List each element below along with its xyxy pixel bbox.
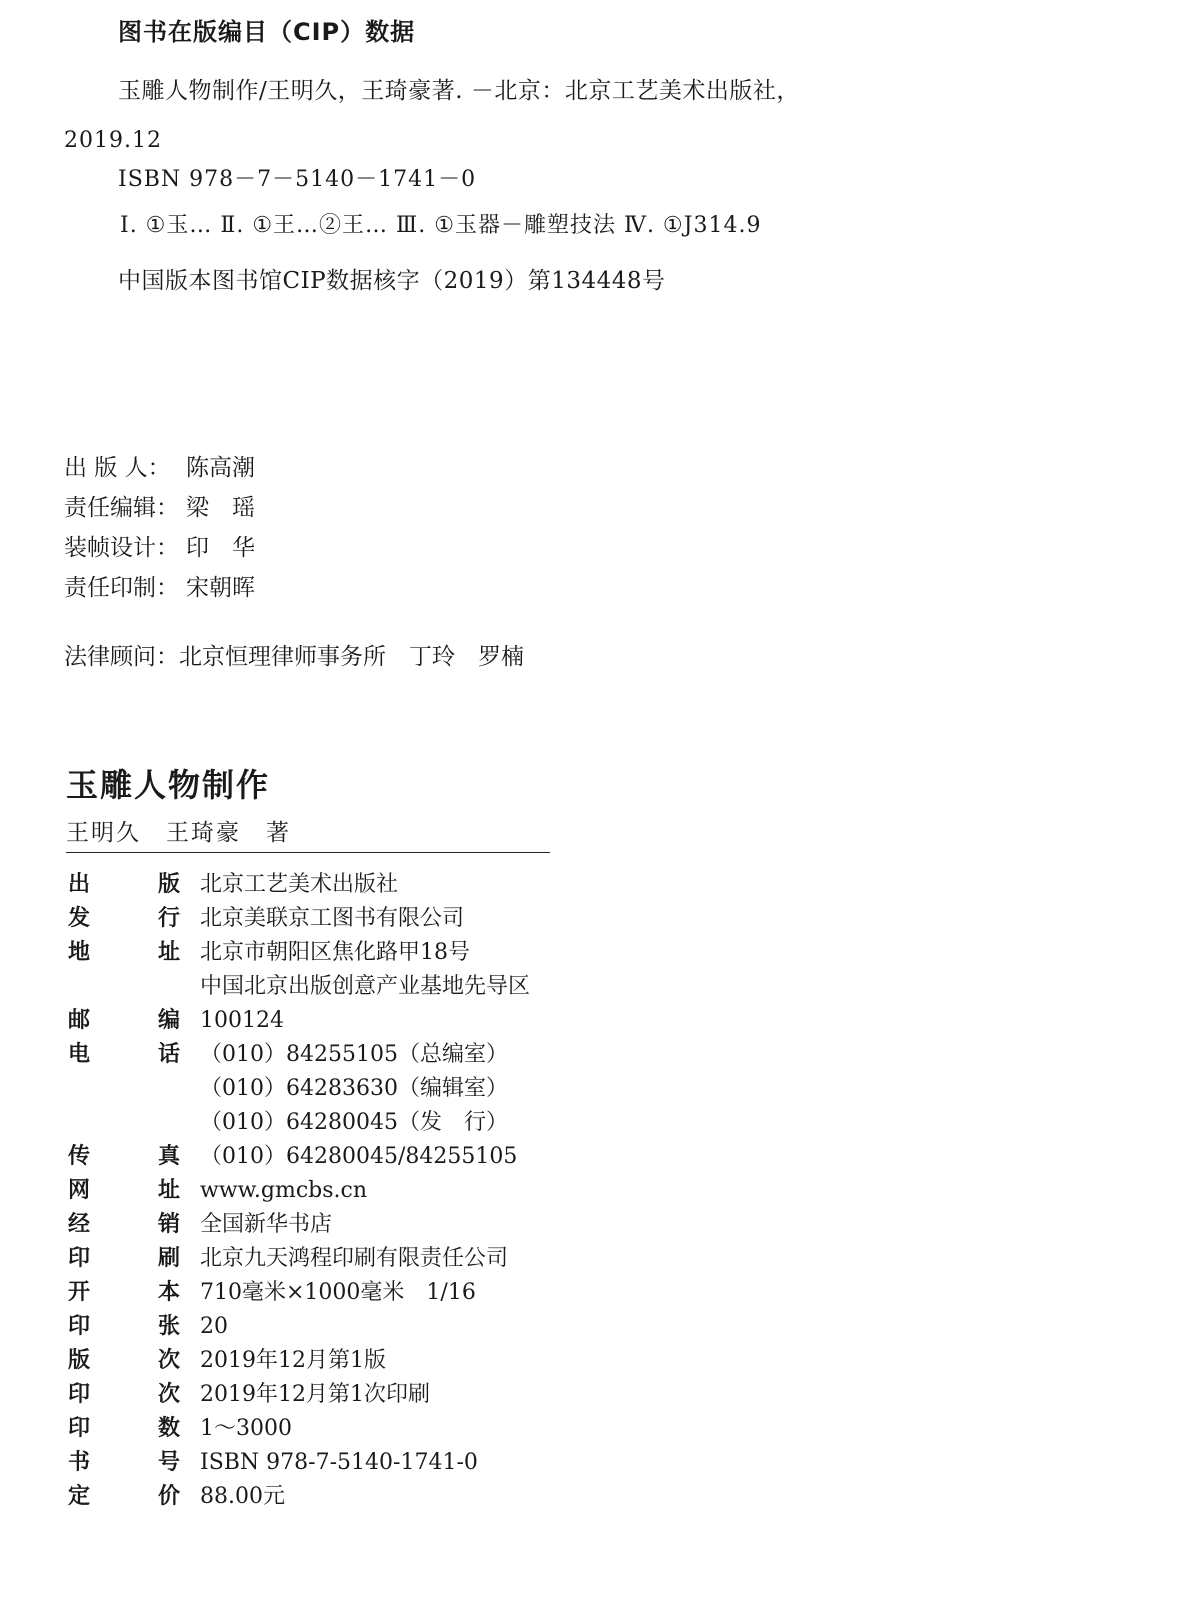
detail-label: 经 销	[68, 1212, 180, 1237]
detail-row	[68, 936, 530, 970]
detail-value: 北京美联京工图书有限公司	[200, 906, 465, 931]
detail-label: 网 址	[68, 1178, 180, 1203]
detail-label: 印 张	[68, 1314, 180, 1339]
credit-row	[64, 488, 255, 528]
cip-date-line: 2019.12	[64, 128, 162, 153]
publication-details	[68, 868, 530, 1514]
detail-label: 印 数	[68, 1416, 180, 1441]
detail-row	[68, 1480, 530, 1514]
credit-value: 陈高潮	[186, 455, 255, 481]
detail-value: （010）84255105（总编室）	[200, 1042, 508, 1067]
detail-label: 开 本	[68, 1280, 180, 1305]
cip-heading: 图书在版编目（CIP）数据	[118, 18, 416, 46]
cip-bibliographic-line: 玉雕人物制作/王明久，王琦豪著. －北京：北京工艺美术出版社，	[118, 78, 800, 104]
credit-label: 装帧设计：	[64, 535, 179, 561]
legal-counsel-row	[64, 638, 524, 671]
detail-row	[68, 1310, 530, 1344]
title-divider	[66, 852, 550, 853]
book-authors: 王明久 王琦豪 著	[66, 820, 291, 846]
credits-list	[64, 448, 255, 608]
legal-value: 北京恒理律师事务所 丁玲 罗楠	[179, 644, 524, 670]
detail-value: 100124	[200, 1008, 284, 1033]
detail-row	[68, 1378, 530, 1412]
credit-value: 梁 瑶	[186, 495, 255, 521]
credit-row	[64, 568, 255, 608]
detail-label: 邮 编	[68, 1008, 180, 1033]
detail-label	[68, 1106, 180, 1140]
detail-label: 地 址	[68, 940, 180, 965]
detail-value: 2019年12月第1版	[200, 1348, 386, 1373]
detail-label	[68, 1072, 180, 1106]
detail-label	[68, 970, 180, 1004]
detail-value: 北京市朝阳区焦化路甲18号	[200, 940, 470, 965]
detail-value: 全国新华书店	[200, 1212, 333, 1237]
detail-row	[68, 1140, 530, 1174]
credit-row	[64, 528, 255, 568]
credit-label: 责任印制：	[64, 575, 179, 601]
detail-value: 710毫米×1000毫米 1/16	[200, 1280, 476, 1305]
cip-isbn-line: ISBN 978－7－5140－1741－0	[118, 167, 477, 192]
detail-row	[68, 1412, 530, 1446]
detail-value: （010）64283630（编辑室）	[200, 1076, 508, 1101]
detail-value: www.gmcbs.cn	[200, 1178, 367, 1203]
detail-row	[68, 1106, 530, 1140]
detail-value: ISBN 978-7-5140-1741-0	[200, 1450, 478, 1475]
detail-row	[68, 1242, 530, 1276]
detail-value: 88.00元	[200, 1484, 285, 1509]
detail-label: 定 价	[68, 1484, 180, 1509]
detail-label: 发 行	[68, 906, 180, 931]
cip-record-number: 中国版本图书馆CIP数据核字（2019）第134448号	[118, 268, 666, 294]
detail-value: 北京九天鸿程印刷有限责任公司	[200, 1246, 509, 1271]
legal-label: 法律顾问：	[64, 644, 179, 670]
detail-value: （010）64280045/84255105	[200, 1144, 518, 1169]
detail-value: 2019年12月第1次印刷	[200, 1382, 430, 1407]
credit-value: 印 华	[186, 535, 255, 561]
detail-row	[68, 1174, 530, 1208]
detail-label: 版 次	[68, 1348, 180, 1373]
detail-label: 印 刷	[68, 1246, 180, 1271]
detail-value: 20	[200, 1314, 228, 1339]
credit-value: 宋朝晖	[186, 575, 255, 601]
detail-value: 中国北京出版创意产业基地先导区	[200, 974, 531, 999]
detail-value: （010）64280045（发 行）	[200, 1110, 508, 1135]
detail-label: 印 次	[68, 1382, 180, 1407]
detail-label: 电 话	[68, 1042, 180, 1067]
credit-label: 责任编辑：	[64, 495, 179, 521]
detail-value: 1～3000	[200, 1416, 292, 1441]
detail-value: 北京工艺美术出版社	[200, 872, 399, 897]
detail-row	[68, 1004, 530, 1038]
detail-row	[68, 902, 530, 936]
detail-row	[68, 868, 530, 902]
credit-row	[64, 448, 255, 488]
book-title: 玉雕人物制作	[66, 766, 271, 804]
detail-row	[68, 1344, 530, 1378]
detail-row	[68, 1208, 530, 1242]
detail-label: 出 版	[68, 872, 180, 897]
detail-row	[68, 1276, 530, 1310]
detail-row	[68, 970, 530, 1004]
detail-row	[68, 1072, 530, 1106]
detail-label: 传 真	[68, 1144, 180, 1169]
detail-row	[68, 1446, 530, 1480]
credit-label: 出 版 人：	[64, 455, 171, 481]
detail-row	[68, 1038, 530, 1072]
cip-classification-line: Ⅰ. ①玉… Ⅱ. ①王…②王… Ⅲ. ①玉器－雕塑技法 Ⅳ. ①J314.9	[120, 213, 762, 238]
detail-label: 书 号	[68, 1450, 180, 1475]
